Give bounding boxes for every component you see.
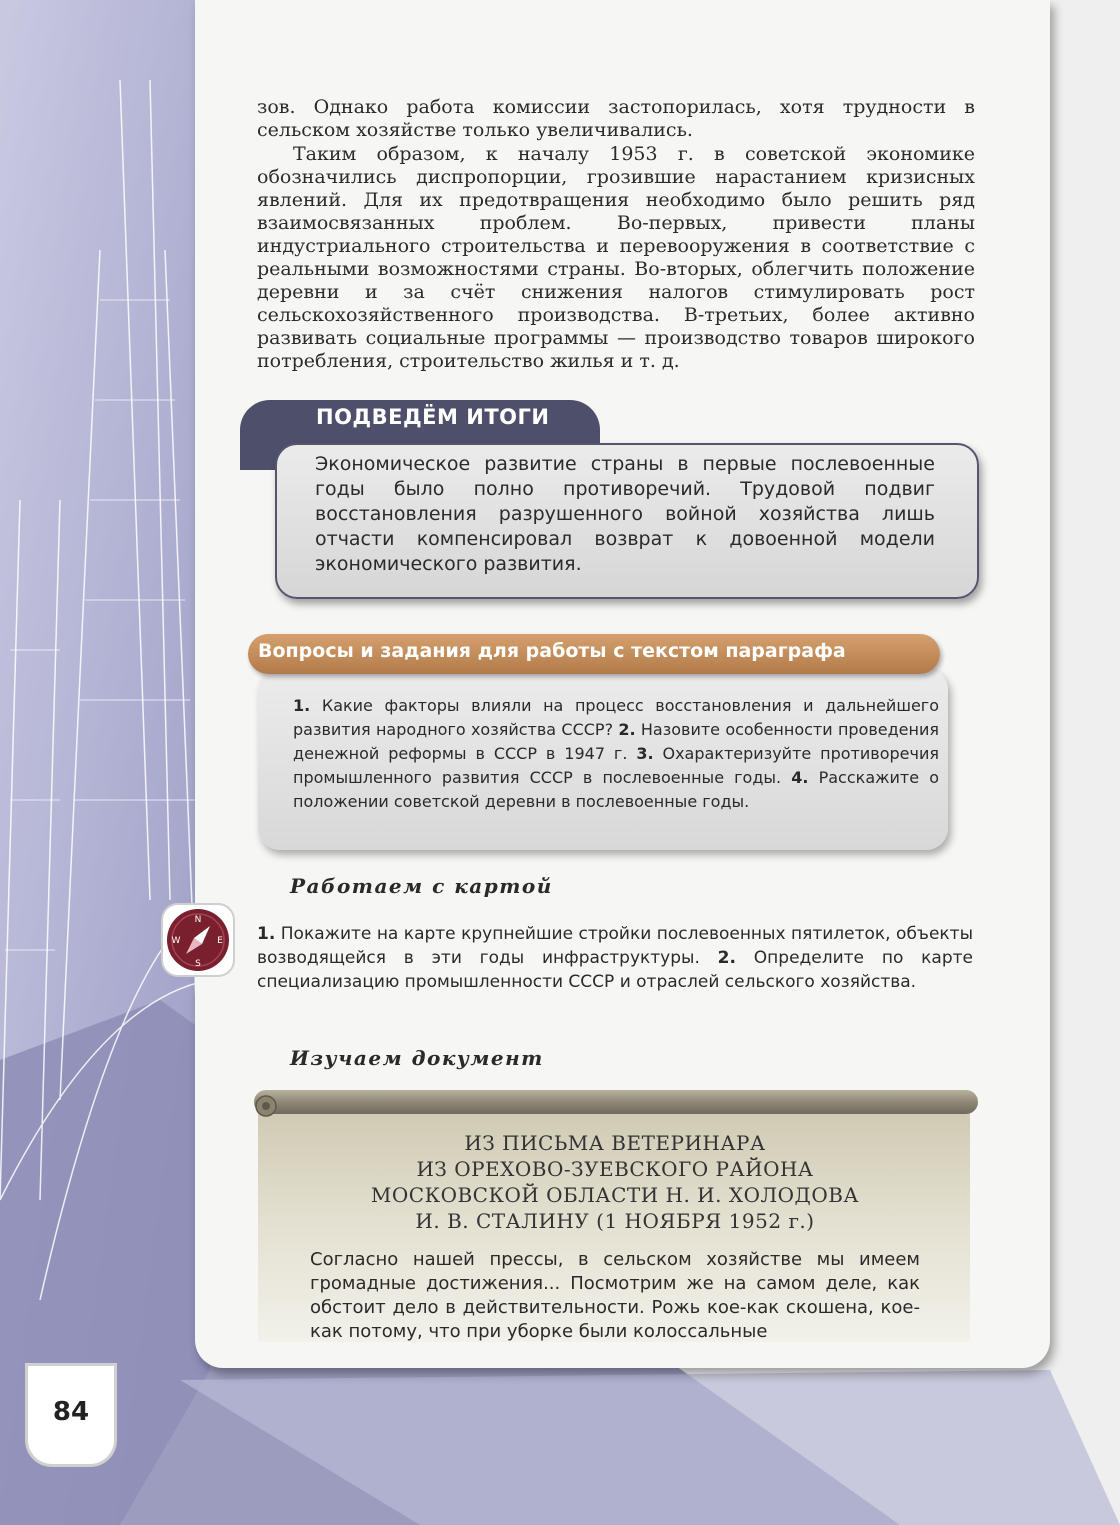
question-text: Какие факторы влияли на процесс восстановления и дальнейшего развития народного хозяйства СССР? bbox=[293, 696, 939, 739]
map-work-text bbox=[257, 922, 973, 994]
question-number: 2. bbox=[618, 720, 636, 739]
document-title-line: И. В. СТАЛИНУ (1 НОЯБРЯ 1952 г.) bbox=[415, 1209, 815, 1233]
question-number: 1. bbox=[293, 696, 311, 715]
document-title-line: МОСКОВСКОЙ ОБЛАСТИ Н. И. ХОЛОДОВА bbox=[370, 1183, 860, 1207]
question-number: 4. bbox=[791, 768, 809, 787]
intro-paragraph-1: зов. Однако работа комиссии застопорилась, хотя трудности в сельском хозяйстве только увеличивались. bbox=[257, 96, 975, 141]
questions-list bbox=[293, 694, 939, 814]
map-task-text: Определите по карте специализацию промышленности СССР и отраслей сельского хозяйства. bbox=[257, 948, 973, 992]
map-task-number: 1. bbox=[257, 924, 276, 944]
compass-n: N bbox=[194, 915, 202, 925]
page-number: 84 bbox=[52, 1397, 90, 1427]
document-text: Согласно нашей прессы, в сельском хозяйстве мы имеем громадные достижения... Посмотрим же на самом деле, как обстоит дело в действительности. Рожь кое-как скошена, кое-как потому, что при уборке были колоссальные bbox=[310, 1249, 920, 1342]
question-text: Охарактеризуйте противоречия промышленного развития СССР в послевоенные годы. bbox=[293, 744, 939, 787]
document-title-line: ИЗ ОРЕХОВО-ЗУЕВСКОГО РАЙОНА bbox=[416, 1157, 814, 1181]
intro-paragraph-2: Таким образом, к началу 1953 г. в советской экономике обозначились диспропорции, грозившие нарастанием кризисных явлений. Для их предотвращения необходимо было решить ряд взаимосвязанных проблем. Во-первых, привести планы индустриального строительства и перевооружения в соответствие с реальными возможностями страны. Во-вторых, облегчить положение деревни и за счёт снижения налогов стимулировать рост сельскохозяйственного производства. В-третьих, более активно развивать социальные программы — производство товаров широкого потребления, строительство жилья и т. д. bbox=[257, 143, 975, 372]
compass-icon bbox=[158, 900, 238, 980]
question-text: Назовите особенности проведения денежной реформы в СССР в 1947 г. bbox=[293, 720, 940, 763]
compass-s: S bbox=[195, 959, 201, 969]
questions-heading: Вопросы и задания для работы с текстом параграфа bbox=[258, 640, 846, 662]
compass-w: W bbox=[171, 936, 181, 946]
question-text: Расскажите о положении советской деревни в послевоенные годы. bbox=[293, 768, 940, 811]
document-title bbox=[310, 1130, 920, 1234]
map-task-number: 2. bbox=[717, 948, 736, 968]
question-number: 3. bbox=[636, 744, 654, 763]
document-title-line: ИЗ ПИСЬМА ВЕТЕРИНАРА bbox=[464, 1131, 766, 1155]
summary-heading: ПОДВЕДЁМ ИТОГИ bbox=[316, 405, 550, 429]
map-task-text: Покажите на карте крупнейшие стройки послевоенных пятилеток, объекты возводящейся в эти годы инфраструктуры. bbox=[257, 924, 973, 968]
compass-e: E bbox=[217, 936, 223, 946]
map-work-heading: Работаем с картой bbox=[290, 874, 553, 898]
summary-text: Экономическое развитие страны в первые послевоенные годы было полно противоречий. Трудовой подвиг восстановления разрушенного войной хозяйства лишь отчасти компенсировал возврат к довоенной модели экономического развития. bbox=[315, 453, 935, 575]
document-heading: Изучаем документ bbox=[290, 1046, 544, 1070]
